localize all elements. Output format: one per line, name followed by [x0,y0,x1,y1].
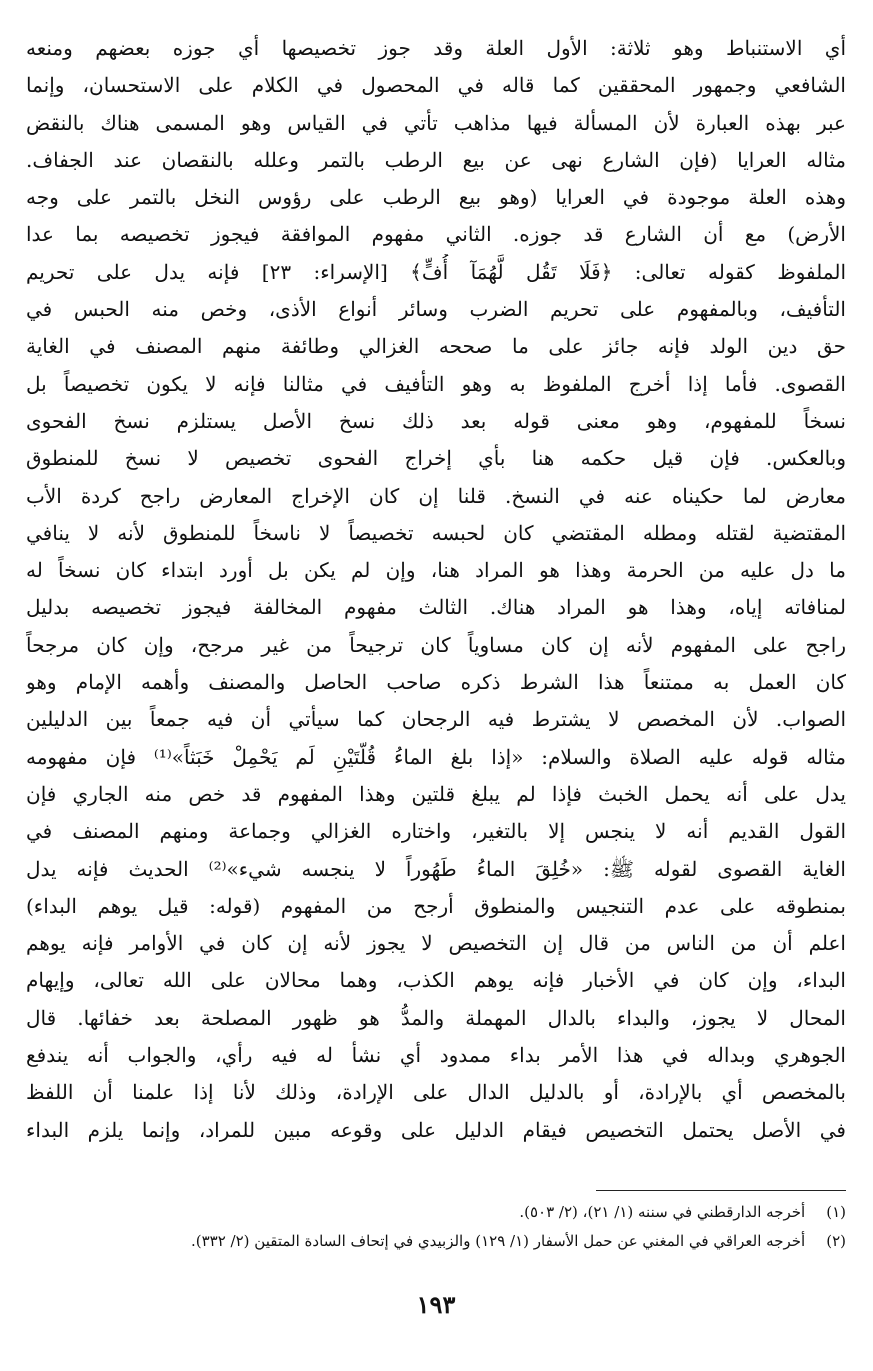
text-line: في الأصل يحتمل التخصيص فيقام الدليل على وقوعه مبين للمراد، وإنما يلزم البداء [26,1117,846,1142]
main-text-block [26,30,846,1149]
footnote-text: أخرجه العراقي في المغني عن حمل الأسفار (١/ ١٢٩) والزبيدي في إتحاف السادة المتقين (٢/ ٣٣٢). [190,1232,806,1250]
footnote-number: (٢) [826,1232,846,1250]
text-line: بمنطوقه على عدم التنجيس والمنطوق أرجح من المفهوم (قوله: قيل يوهم البداء) [26,893,846,918]
text-line: كان العمل به ممتنعاً هذا الشرط ذكره صاحب الحاصل والمصنف وأهمه الإمام وهو [26,670,846,695]
text-line: بالمخصص أي بالإرادة، أو بالدليل الدال على الإرادة، وذلك لأنا إذا علمنا أن اللفظ [26,1080,846,1105]
text-line: البداء، وإن كان في الأخبار فإنه يوهم الكذب، وهما محالان على الله تعالى، وإيهام [26,968,846,993]
text-line: الغاية القصوى لقوله ﷺ: «خُلِقَ الماءُ طَهُوراً لا ينجسه شيء»⁽²⁾ الحديث فإنه يدل [26,856,846,881]
text-line: ما دل عليه من الحرمة وهذا هو المراد هنا، وإن لم يكن بل أورد ابتداء كان نسخاً له [26,558,846,583]
text-line: نسخاً للمفهوم، وهو معنى قوله بعد ذلك نسخ الأصل يستلزم نسخ الفحوى [26,408,846,433]
text-line: الأرض) مع أن الشارع قد جوزه. الثاني مفهوم الموافقة فيجوز تخصيصه بما عدا [26,222,846,247]
footnotes [40,1198,846,1256]
footnote-divider [596,1190,846,1191]
text-line: وهذه العلة موجودة في العرايا (وهو بيع الرطب على رؤوس النخل بالتمر على وجه [26,185,846,210]
text-line: الصواب. لأن المخصص لا يشترط فيه الرجحان كما سيأتي أن فيه جمعاً بين الدليلين [26,707,846,732]
text-line: القصوى. فأما إذا أخرج الملفوظ به وهو التأفيف في مثالنا فإنه لا يكون تخصيصاً بل [26,371,846,396]
text-line: المقتضية لقتله ومطله المقتضي كان لحبسه تخصيصاً لا ناسخاً للمنطوق لأنه لا ينافي [26,520,846,545]
text-line: مثاله قوله عليه الصلاة والسلام: «إذا بلغ الماءُ قُلّتَيْنِ لَم يَحْمِلْ خَبَثاً»⁽¹⁾ فإن مفهومه [26,744,846,769]
text-line: التأفيف، وبالمفهوم على تحريم الضرب وسائر أنواع الأذى، وخص منه الحبس في [26,297,846,322]
text-line: يدل على أنه يحمل الخبث فإذا لم يبلغ قلتين وهذا المفهوم قد خص منه الجاري فإن [26,781,846,806]
text-line: اعلم أن من الناس من قال إن التخصيص لا يجوز لأنه إن كان في الأوامر فإنه يوهم [26,931,846,956]
text-line: المحال لا يجوز، والبداء بالدال المهملة والمدُّ هو ظهور المصلحة بعد خفائها. قال [26,1005,846,1030]
page-number: ١٩٣ [416,1290,456,1319]
text-line: الجوهري وبداله في هذا الأمر بداء ممدود أي نشأ له فيه رأي، والجواب أنه يندفع [26,1043,846,1068]
text-line: أي الاستنباط وهو ثلاثة: الأول العلة وقد جوز تخصيصها أي جوزه بعضهم ومنعه [26,36,846,60]
footnote-1 [40,1198,846,1227]
text-line: القول القديم أنه لا ينجس إلا بالتغير، واختاره الغزالي وجماعة ومنهم المصنف في [26,819,846,844]
text-line: الشافعي وجمهور المحققين كما قاله في المحصول في الكلام على الاستحسان، وإنما [26,73,846,98]
footnote-number: (١) [826,1203,846,1221]
text-line: راجح على المفهوم لأنه إن كان مساوياً كان ترجيحاً من غير مرجح، وإن كان مرجحاً [26,632,846,657]
footnote-2 [40,1227,846,1256]
text-line: الملفوظ كقوله تعالى: ﴿فَلَا تَقُل لَّهُمَآ أُفٍّ﴾ [الإسراء: ٢٣] فإنه يدل على تحريم [26,259,846,284]
text-line: مثاله العرايا (فإن الشارع نهى عن بيع الرطب بالتمر وعلله بالنقصان عند الجفاف. [26,147,846,172]
text-line: لمنافاته إياه، وهذا هو المراد هناك. الثالث مفهوم المخالفة فيجوز تخصيصه بدليل [26,595,846,620]
text-line: معارض لما حكيناه عنه في النسخ. قلنا إن كان الإخراج المعارض راجح كردة الأب [26,483,846,508]
footnote-text: أخرجه الدارقطني في سننه (١/ ٢١)، (٢/ ٥٠٣). [519,1203,806,1221]
text-line: حق دين الولد فإنه جائز على ما صححه الغزالي وطائفة منهم المصنف في الغاية [26,334,846,359]
text-line: عبر بهذه العبارة لأن المسألة فيها مذاهب تأتي في القياس وهو المسمى هناك بالنقض [26,110,846,135]
text-line: وبالعكس. فإن قيل حكمه هنا بأي إخراج الفحوى تخصيص لا نسخ للمنطوق [26,446,846,471]
